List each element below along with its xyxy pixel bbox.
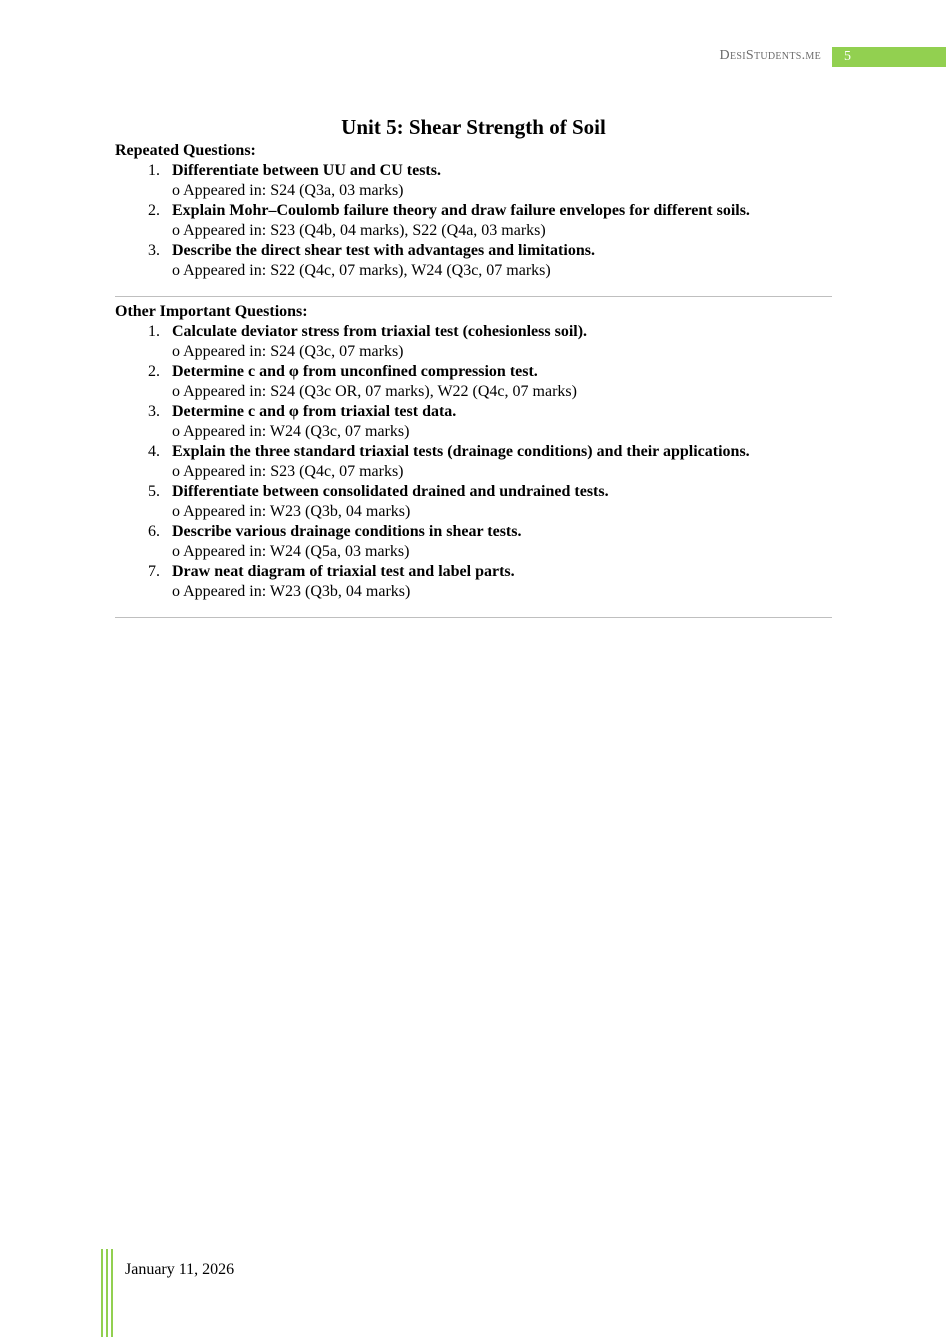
item-number: 5.	[148, 483, 160, 500]
question-text: Determine c and φ from triaxial test data.	[172, 403, 457, 420]
repeated-questions-section	[115, 141, 832, 281]
appearance-info: o Appeared in: S24 (Q3c, 07 marks)	[172, 343, 404, 360]
footer-date: January 11, 2026	[125, 1261, 235, 1278]
footer-accent-bars	[101, 1249, 115, 1337]
section-divider	[115, 296, 832, 297]
other-questions-section	[115, 302, 832, 602]
list-item	[115, 362, 832, 402]
appearance-info: o Appeared in: S23 (Q4c, 07 marks)	[172, 463, 404, 480]
item-number: 2.	[148, 202, 160, 219]
list-item	[115, 241, 832, 281]
list-item	[115, 522, 832, 562]
section-heading: Repeated Questions:	[115, 142, 256, 159]
item-number: 2.	[148, 363, 160, 380]
section-divider	[115, 617, 832, 618]
question-text: Describe various drainage conditions in shear tests.	[172, 523, 522, 540]
question-text: Differentiate between UU and CU tests.	[172, 162, 441, 179]
list-item	[115, 562, 832, 602]
list-item	[115, 402, 832, 442]
question-text: Explain the three standard triaxial tests (drainage conditions) and their applications.	[172, 443, 750, 460]
item-number: 3.	[148, 403, 160, 420]
item-number: 1.	[148, 162, 160, 179]
appearance-info: o Appeared in: W24 (Q3c, 07 marks)	[172, 423, 410, 440]
item-number: 7.	[148, 563, 160, 580]
question-text: Calculate deviator stress from triaxial test (cohesionless soil).	[172, 323, 588, 340]
item-number: 3.	[148, 242, 160, 259]
question-text: Differentiate between consolidated drained and undrained tests.	[172, 483, 609, 500]
page-number: 5	[832, 47, 946, 67]
appearance-info: o Appeared in: W23 (Q3b, 04 marks)	[172, 583, 411, 600]
appearance-info: o Appeared in: S22 (Q4c, 07 marks), W24 (Q3c, 07 marks)	[172, 262, 551, 279]
question-text: Determine c and φ from unconfined compression test.	[172, 363, 538, 380]
question-text: Describe the direct shear test with advantages and limitations.	[172, 242, 595, 259]
appearance-info: o Appeared in: S24 (Q3c OR, 07 marks), W22 (Q4c, 07 marks)	[172, 383, 577, 400]
question-text: Explain Mohr–Coulomb failure theory and draw failure envelopes for different soils.	[172, 202, 750, 219]
appearance-info: o Appeared in: W24 (Q5a, 03 marks)	[172, 543, 410, 560]
header-site-name: DesiStudents.me	[719, 48, 821, 63]
item-number: 6.	[148, 523, 160, 540]
appearance-info: o Appeared in: W23 (Q3b, 04 marks)	[172, 503, 411, 520]
list-item	[115, 201, 832, 241]
list-item	[115, 442, 832, 482]
question-text: Draw neat diagram of triaxial test and label parts.	[172, 563, 515, 580]
appearance-info: o Appeared in: S24 (Q3a, 03 marks)	[172, 182, 404, 199]
item-number: 4.	[148, 443, 160, 460]
list-item	[115, 322, 832, 362]
item-number: 1.	[148, 323, 160, 340]
list-item	[115, 161, 832, 201]
section-heading: Other Important Questions:	[115, 303, 308, 320]
appearance-info: o Appeared in: S23 (Q4b, 04 marks), S22 (Q4a, 03 marks)	[172, 222, 546, 239]
page-title: Unit 5: Shear Strength of Soil	[341, 115, 606, 139]
list-item	[115, 482, 832, 522]
